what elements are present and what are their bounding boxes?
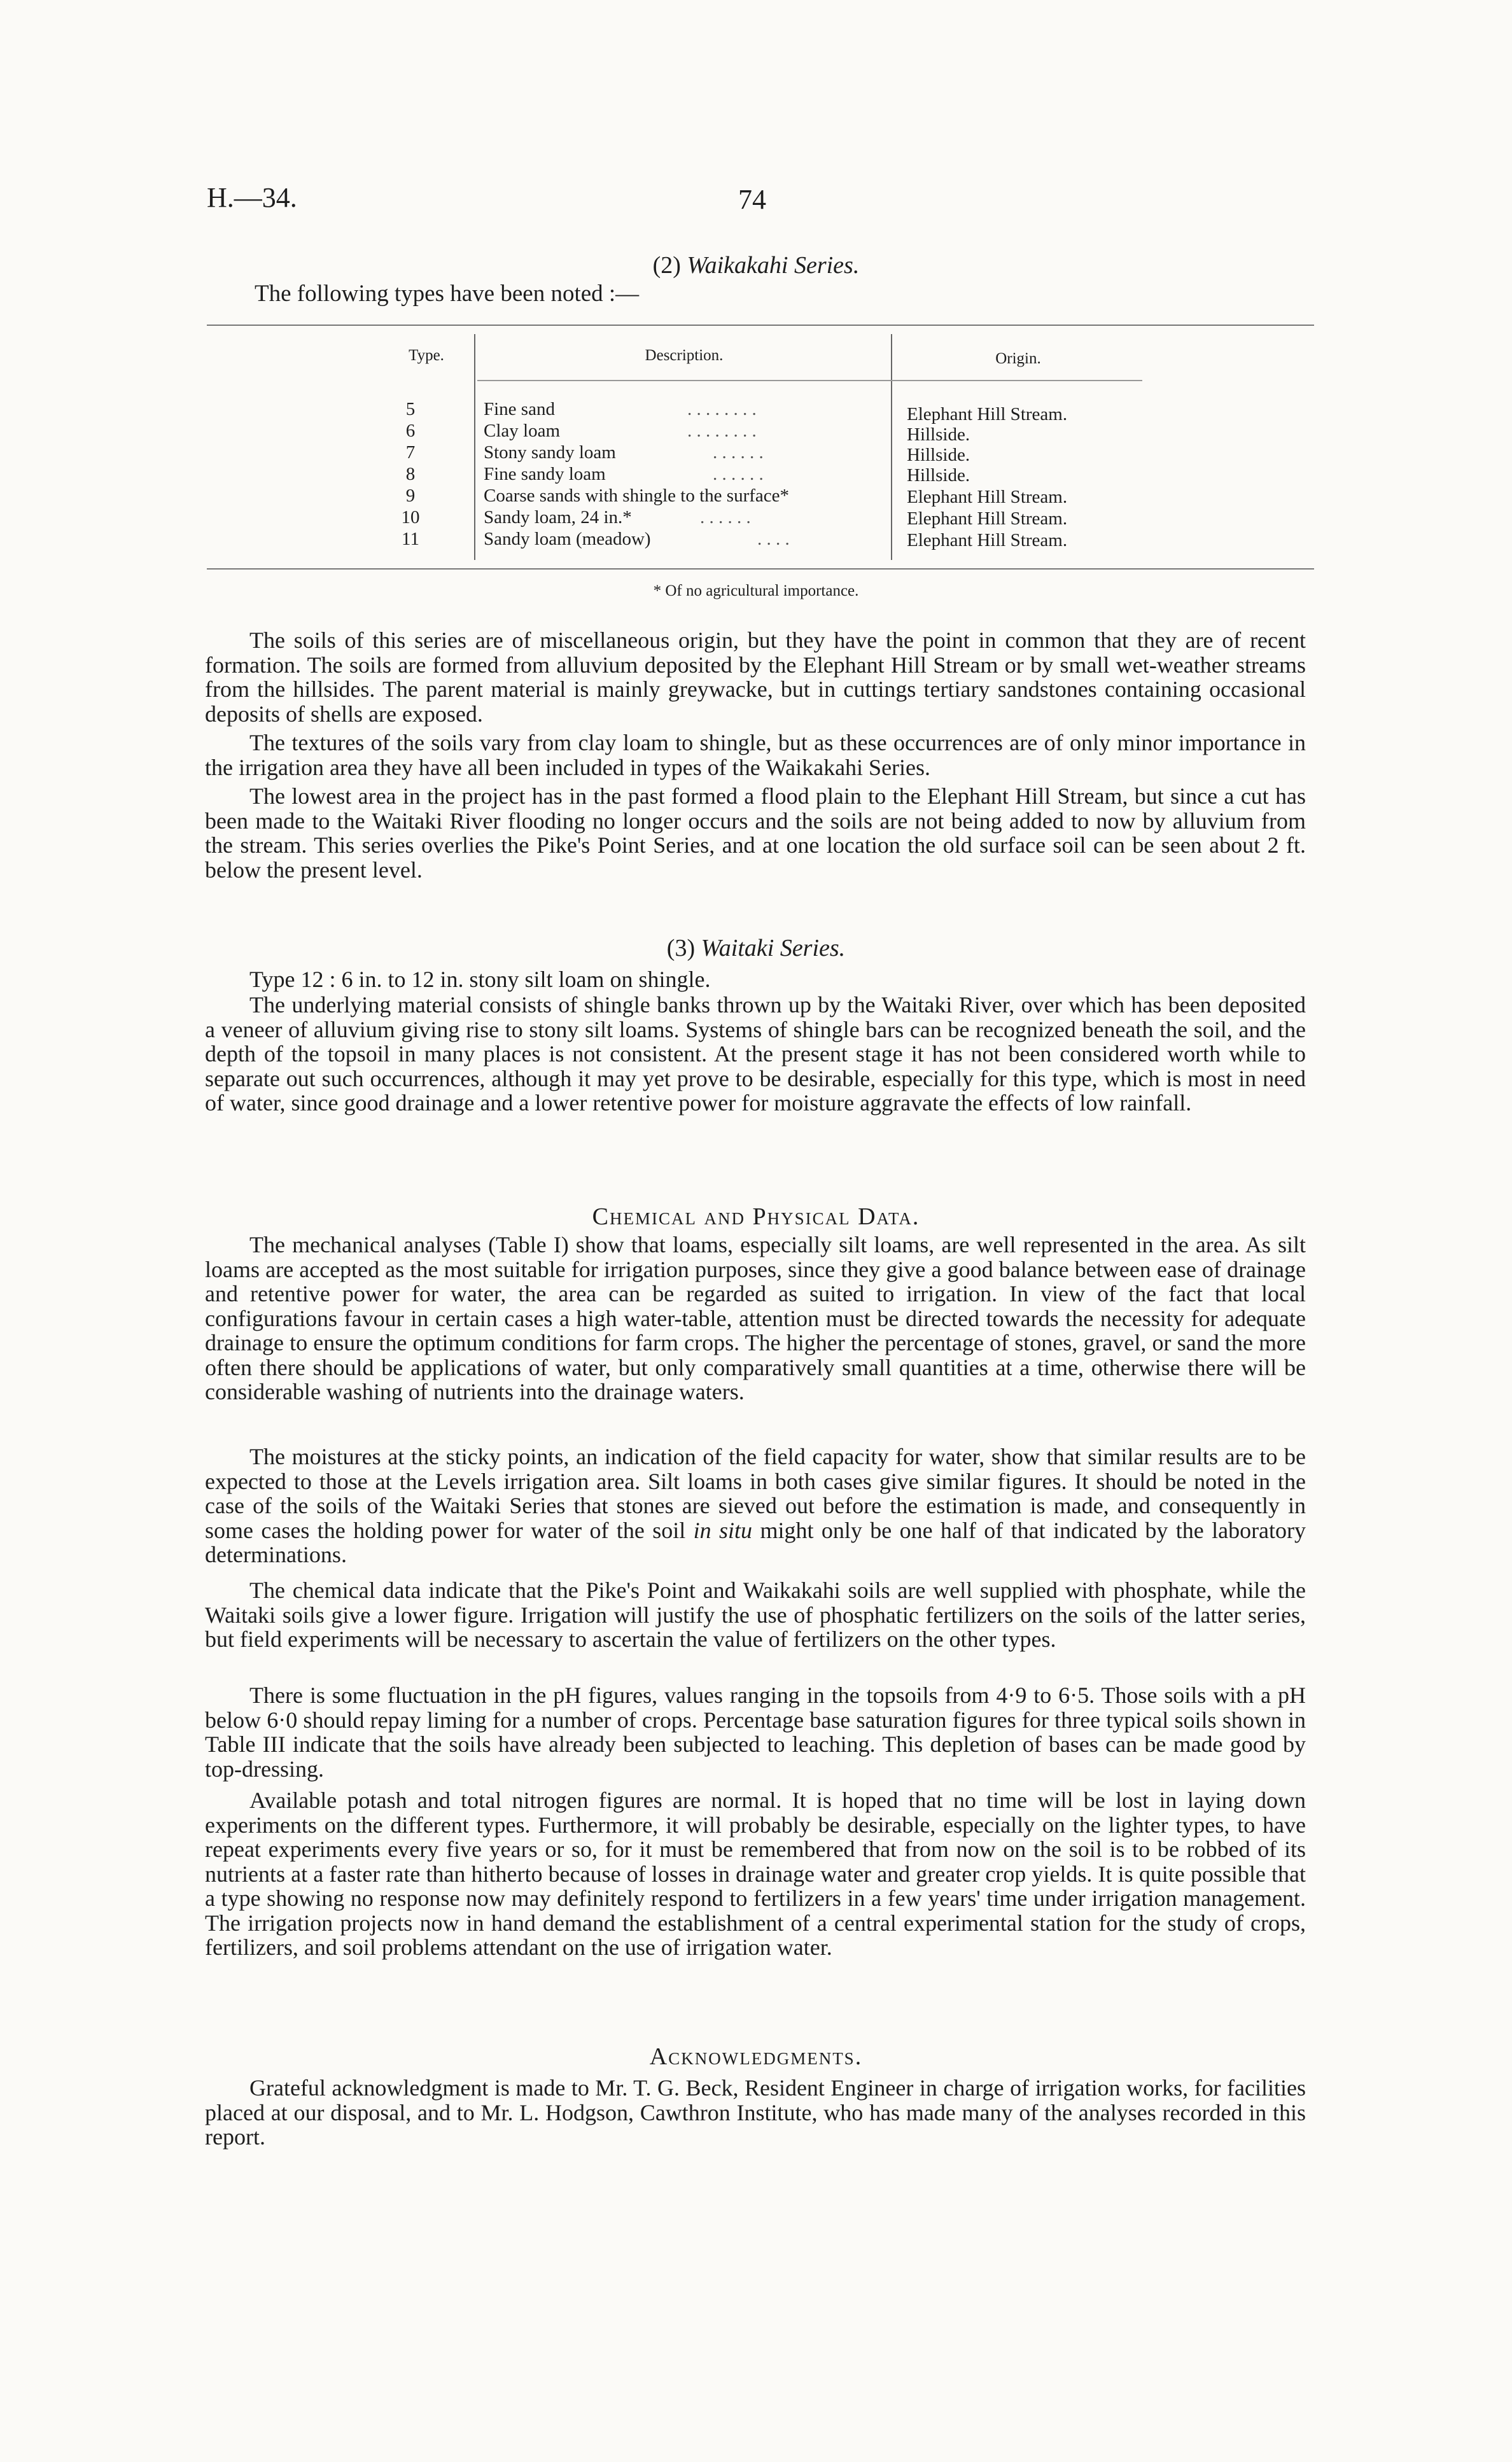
type-line: Type 12 : 6 in. to 12 in. stony silt loam on shingle. — [249, 967, 711, 992]
cell-leader: . . . . . . — [700, 507, 751, 528]
cell-origin: Hillside. — [907, 465, 970, 486]
cell-origin: Elephant Hill Stream. — [907, 530, 1068, 550]
cell-origin: Elephant Hill Stream. — [907, 404, 1068, 424]
header-type: Type. — [409, 347, 444, 364]
paragraph: The textures of the soils vary from clay loam to shingle, but as these occurrences are of only minor importance in the irrigation area they have all been included in types of the Waikakahi Series. — [205, 730, 1306, 780]
paragraph: There is some fluctuation in the pH figures, values ranging in the topsoils from 4·9 to 6·5. Those soils with a pH below 6·0 should repay liming for a number of crops. Percentage base saturation figures for three typical soils shown in Table III indicate that the soils have already been subjected to leaching. This depletion of bases can be made good by top-dressing. — [205, 1682, 1306, 1782]
page-number: 74 — [738, 184, 766, 215]
table-column-divider — [891, 334, 892, 560]
cell-leader: . . . . . . . . — [687, 399, 757, 419]
cell-description: Fine sandy loam — [484, 464, 606, 484]
section-number: (2) — [652, 252, 681, 279]
table-bottom-rule — [207, 568, 1314, 570]
cell-description: Clay loam — [484, 421, 561, 441]
section-heading-acknowledgments: Acknowledgments. — [649, 2043, 863, 2070]
section-heading-waitaki — [0, 934, 1512, 962]
cell-description: Stony sandy loam — [484, 442, 616, 463]
paragraph-text: might only be one half of that indicated by the laboratory determinations. — [205, 1517, 1306, 1567]
table-top-rule — [207, 325, 1314, 326]
cell-description: Fine sand — [484, 399, 555, 419]
paragraph: Grateful acknowledgment is made to Mr. T. G. Beck, Resident Engineer in charge of irrigation works, for facilities placed at our disposal, and to Mr. L. Hodgson, Cawthron Institute, who has made many of the analyses recorded in this report. — [205, 2075, 1306, 2150]
paragraph — [205, 1444, 1306, 1567]
paragraph: The mechanical analyses (Table I) show that loams, especially silt loams, are well represented in the area. As silt loams are accepted as the most suitable for irrigation purposes, since they give a good balance between ease of drainage and retentive power for water, the area can be regarded as suited to irrigation. In view of the fact that local configurations favour in certain cases a high water-table, attention must be directed towards the necessity for adequate drainage to ensure the optimum conditions for farm crops. The higher the percentage of stones, gravel, or sand the more often there should be applications of water, but only comparatively small quantities at a time, otherwise there will be considerable washing of nutrients into the drainage waters. — [205, 1232, 1306, 1404]
cell-description: Coarse sands with shingle to the surface* — [484, 486, 790, 506]
paragraph: The underlying material consists of shingle banks thrown up by the Waitaki River, over which has been deposited a veneer of alluvium giving rise to stony silt loams. Systems of shingle bars can be recognized beneath the soil, and the depth of the topsoil in many places is not consistent. At the present stage it has not been considered worth while to separate out such occurrences, although it may yet prove to be desirable, especially for this type, which is most in need of water, since good drainage and a lower retentive power for moisture aggravate the effects of low rainfall. — [205, 992, 1306, 1116]
lead-in-text: The following types have been noted :— — [255, 281, 640, 307]
section-heading-waikakahi — [0, 251, 1512, 279]
cell-leader: . . . . . . — [713, 442, 764, 463]
section-title: Waikakahi Series. — [687, 252, 860, 279]
paragraph: Available potash and total nitrogen figures are normal. It is hoped that no time will be lost in laying down experiments on the different types. Furthermore, it will probably be desirable, especially on the lighter types, to have repeat experiments every five years or so, for it must be remembered that from now on the soil is to be robbed of its nutrients at a faster rate than hitherto because of losses in drainage water and greater crop yields. It is quite possible that a type showing no response now may definitely respond to fertilizers in a few years' time under irrigation management. The irrigation projects now in hand demand the establishment of a central experimental station for the study of crops, fertilizers, and soil problems attendant on the use of irrigation water. — [205, 1787, 1306, 1960]
paragraph: The lowest area in the project has in the past formed a flood plain to the Elephant Hill Stream, but since a cut has been made to the Waitaki River flooding no longer occurs and the soils are not being added to now by alluvium from the stream. This series overlies the Pike's Point Series, and at one location the old surface soil can be seen about 2 ft. below the present level. — [205, 783, 1306, 883]
section-heading-chemical: Chemical and Physical Data. — [592, 1203, 920, 1230]
italic-term: in situ — [693, 1517, 753, 1543]
cell-origin: Hillside. — [907, 445, 970, 465]
paragraph-text: The moistures at the sticky points, an indication of the field capacity for water, show that similar results are to be expected to those at the Levels irrigation area. Silt loams in both cases give similar figures. It should be noted in the case of the soils of the Waitaki Series that stones are sieved out before the estimation is made, and consequently in some cases the holding power for water of the soil — [205, 1444, 1306, 1543]
cell-type: 8 — [405, 464, 416, 484]
cell-origin: Hillside. — [907, 424, 970, 445]
cell-type: 9 — [405, 486, 416, 506]
section-number: (3) — [666, 935, 696, 962]
header-description: Description. — [645, 347, 724, 364]
cell-type: 7 — [405, 442, 416, 463]
header-origin: Origin. — [995, 350, 1041, 367]
page-reference: H.—34. — [207, 182, 297, 213]
cell-type: 5 — [405, 399, 416, 419]
table-footnote: * Of no agricultural importance. — [653, 582, 859, 599]
cell-type: 6 — [405, 421, 416, 441]
paragraph: The chemical data indicate that the Pike's Point and Waikakahi soils are well supplied with phosphate, while the Waitaki soils give a lower figure. Irrigation will justify the use of phosphatic fertilizers on the soils of the latter series, but field experiments will be necessary to ascertain the value of fertilizers on the other types. — [205, 1577, 1306, 1652]
cell-description: Sandy loam, 24 in.* — [484, 507, 632, 528]
cell-origin: Elephant Hill Stream. — [907, 508, 1068, 529]
cell-origin: Elephant Hill Stream. — [907, 487, 1068, 507]
cell-description: Sandy loam (meadow) — [484, 529, 651, 549]
cell-leader: . . . . . . — [713, 464, 764, 484]
paragraph: The soils of this series are of miscellaneous origin, but they have the point in common that they are of recent formation. The soils are formed from alluvium deposited by the Elephant Hill Stream or by small wet-weather streams from the hillsides. The parent material is mainly greywacke, but in cuttings tertiary sandstones containing occasional deposits of shells are exposed. — [205, 627, 1306, 727]
cell-leader: . . . . . . . . — [687, 421, 757, 441]
cell-type: 10 — [401, 507, 420, 528]
table-column-divider — [474, 334, 475, 560]
cell-type: 11 — [402, 529, 419, 549]
table-header-rule — [477, 380, 1142, 381]
cell-leader: . . . . — [757, 529, 790, 549]
section-title: Waitaki Series. — [701, 935, 846, 962]
